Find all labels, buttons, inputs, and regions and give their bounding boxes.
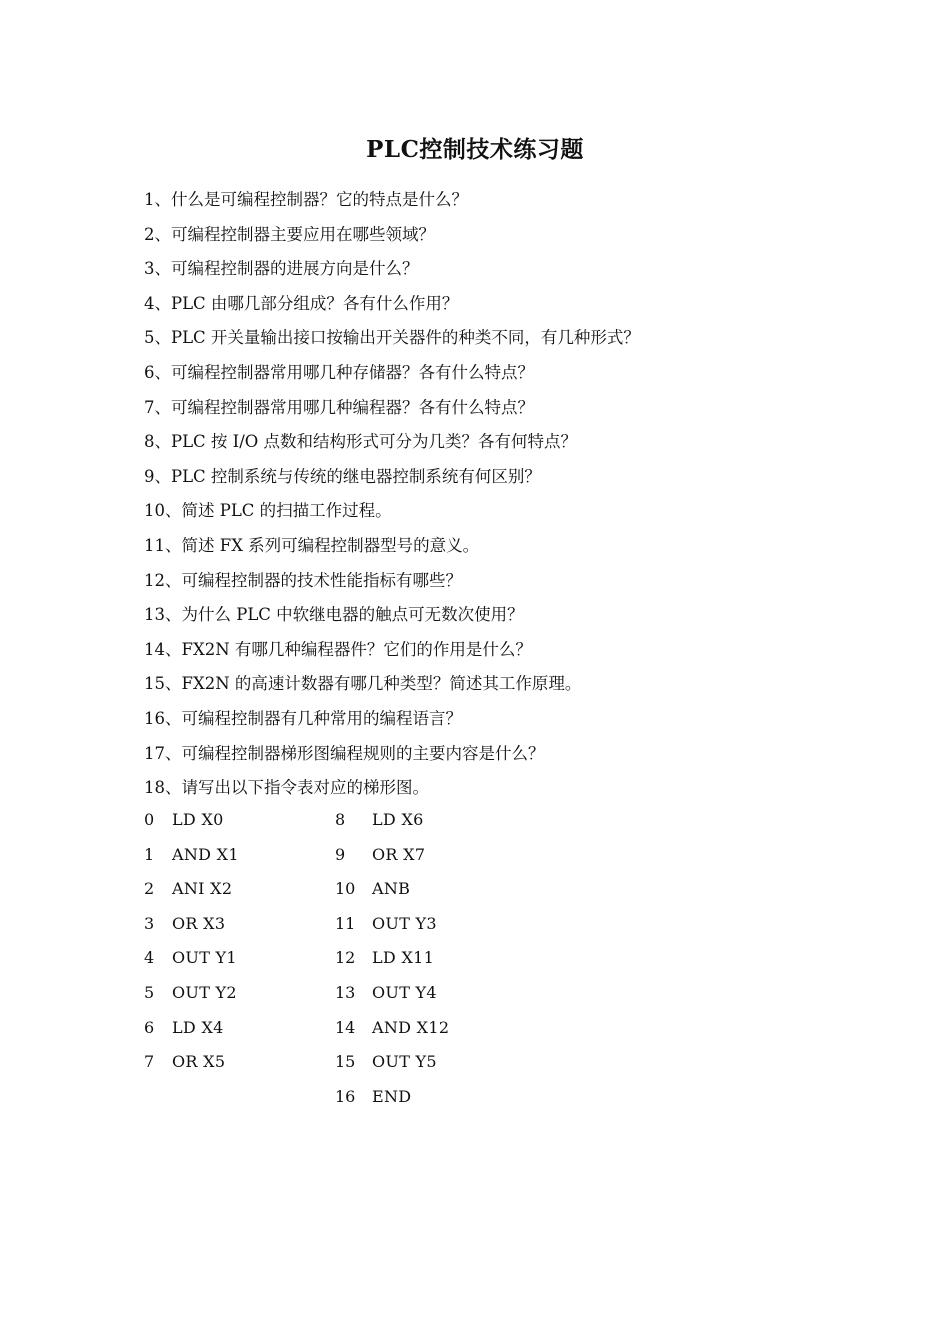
instruction-row <box>144 803 344 838</box>
question-item: 4、PLC 由哪几部分组成？各有什么作用？ <box>144 293 459 313</box>
instruction-text: OUT Y2 <box>172 982 237 1002</box>
step-number: 13 <box>335 982 356 1002</box>
instruction-row <box>335 976 535 1011</box>
step-number: 2 <box>144 879 155 899</box>
instruction-row <box>144 1011 344 1046</box>
step-number: 15 <box>335 1052 356 1072</box>
step-number: 4 <box>144 948 155 968</box>
instruction-text: AND X12 <box>372 1017 450 1037</box>
question-item: 16、可编程控制器有几种常用的编程语言？ <box>144 708 462 728</box>
instruction-text: OUT Y4 <box>372 982 437 1002</box>
instruction-text: LD X6 <box>372 810 424 829</box>
step-number: 1 <box>144 844 155 864</box>
step-number: 5 <box>144 982 155 1002</box>
step-number: 6 <box>144 1017 155 1037</box>
instruction-row <box>335 838 535 873</box>
question-item: 7、可编程控制器常用哪几种编程器？各有什么特点？ <box>144 397 534 417</box>
question-item: 11、简述 FX 系列可编程控制器型号的意义。 <box>144 535 480 555</box>
instruction-text: ANB <box>372 879 411 899</box>
step-number: 12 <box>335 948 356 968</box>
instruction-column-right <box>335 803 535 1114</box>
step-number: 10 <box>335 879 356 899</box>
instruction-row <box>144 1045 344 1080</box>
question-item: 17、可编程控制器梯形图编程规则的主要内容是什么？ <box>144 743 545 763</box>
question-item: 5、PLC 开关量输出接口按输出开关器件的种类不同，有几种形式？ <box>144 328 640 348</box>
question-item: 2、可编程控制器主要应用在哪些领域？ <box>144 224 435 244</box>
question-list <box>144 183 844 806</box>
instruction-text: OR X5 <box>172 1052 226 1072</box>
instruction-row <box>335 1011 535 1046</box>
question-item: 10、简述 PLC 的扫描工作过程。 <box>144 501 392 521</box>
instruction-text: OUT Y1 <box>172 948 237 968</box>
instruction-row <box>144 941 344 976</box>
instruction-row <box>144 976 344 1011</box>
question-item: 6、可编程控制器常用哪几种存储器？各有什么特点？ <box>144 362 534 382</box>
question-item: 3、可编程控制器的进展方向是什么？ <box>144 259 419 279</box>
question-item: 9、PLC 控制系统与传统的继电器控制系统有何区别？ <box>144 466 541 486</box>
instruction-row <box>144 838 344 873</box>
step-number: 9 <box>335 844 346 864</box>
instruction-row <box>144 872 344 907</box>
question-item: 15、FX2N 的高速计数器有哪几种类型？简述其工作原理。 <box>144 674 582 694</box>
instruction-text: ANI X2 <box>172 879 233 899</box>
page-title: PLC控制技术练习题 <box>366 136 584 163</box>
instruction-row <box>335 1080 535 1115</box>
instruction-text: OR X7 <box>372 844 426 864</box>
question-item: 18、请写出以下指令表对应的梯形图。 <box>144 778 429 798</box>
step-number: 0 <box>144 810 155 829</box>
instruction-row <box>335 941 535 976</box>
step-number: 7 <box>144 1052 155 1072</box>
instruction-text: AND X1 <box>172 844 239 864</box>
instruction-row <box>144 907 344 942</box>
step-number: 14 <box>335 1017 356 1037</box>
instruction-text: LD X11 <box>372 948 435 968</box>
instruction-text: END <box>372 1086 412 1106</box>
instruction-text: OR X3 <box>172 913 226 933</box>
question-item: 1、什么是可编程控制器？它的特点是什么？ <box>144 190 468 209</box>
step-number: 16 <box>335 1086 356 1106</box>
step-number: 11 <box>335 913 356 933</box>
step-number: 3 <box>144 913 155 933</box>
instruction-row <box>335 907 535 942</box>
instruction-row <box>335 1045 535 1080</box>
instruction-text: LD X4 <box>172 1017 224 1037</box>
question-item: 13、为什么 PLC 中软继电器的触点可无数次使用？ <box>144 605 524 625</box>
instruction-row <box>335 803 535 838</box>
question-item: 8、PLC 按 I/O 点数和结构形式可分为几类？各有何特点？ <box>144 432 578 452</box>
instruction-text: LD X0 <box>172 810 224 829</box>
instruction-column-left <box>144 803 344 1080</box>
instruction-text: OUT Y5 <box>372 1052 437 1072</box>
step-number: 8 <box>335 810 346 829</box>
question-item: 14、FX2N 有哪几种编程器件？它们的作用是什么？ <box>144 639 532 659</box>
instruction-row <box>335 872 535 907</box>
question-item: 12、可编程控制器的技术性能指标有哪些？ <box>144 570 462 590</box>
instruction-text: OUT Y3 <box>372 913 437 933</box>
